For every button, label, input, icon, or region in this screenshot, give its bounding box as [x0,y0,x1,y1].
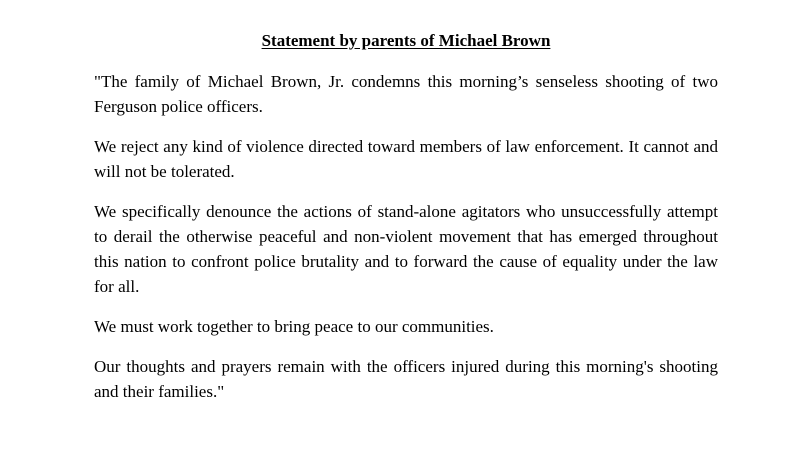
statement-paragraph-5: Our thoughts and prayers remain with the officers injured during this morning's shooting and their families." [94,357,718,401]
statement-paragraph-1: "The family of Michael Brown, Jr. condemns this morning’s senseless shooting of two Ferguson police officers. [94,72,718,116]
statement-title: Statement by parents of Michael Brown [261,31,551,50]
statement-document [94,30,718,404]
statement-paragraph-3: We specifically denounce the actions of stand-alone agitators who unsuccessfully attempt to derail the otherwise peaceful and non-violent movement that has emerged throughout this nation to confront police brutality and to forward the cause of equality under the law for all. [94,202,718,296]
statement-paragraph-2: We reject any kind of violence directed toward members of law enforcement. It cannot and will not be tolerated. [94,137,718,181]
statement-paragraph-4: We must work together to bring peace to our communities. [94,317,494,336]
